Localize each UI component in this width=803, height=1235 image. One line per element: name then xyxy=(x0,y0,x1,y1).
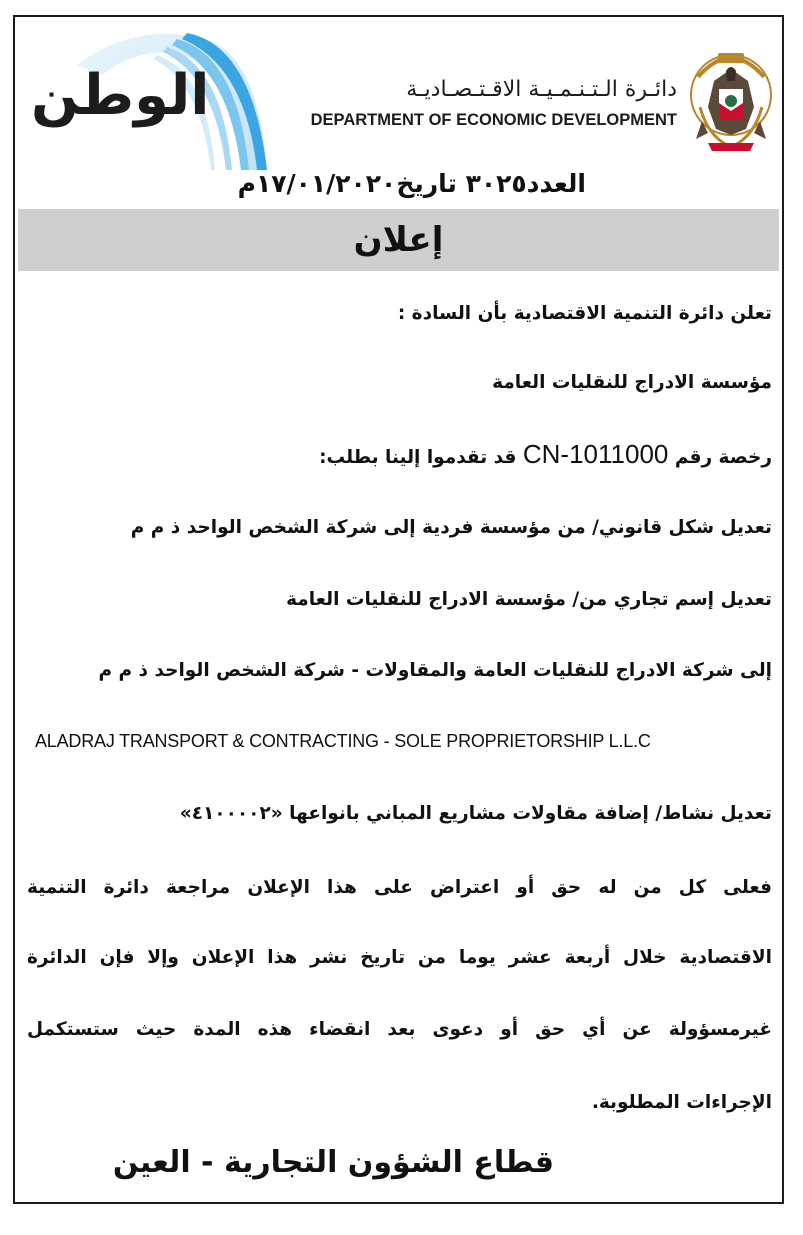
newspaper-name: الوطن xyxy=(31,63,210,128)
objection-line-3: غيرمسؤولة عن أي حق أو دعوى بعد انقضاء هذه المدة حيث ستستكمل xyxy=(27,1019,772,1040)
new-name-ar-line: إلى شركة الادراج للنقليات العامة والمقاولات - شركة الشخص الواحد ذ م م xyxy=(98,660,772,681)
issue-date-line: العدد٣٠٢٥ تاريخ١٧/٠١/٢٠٢٠م xyxy=(237,169,586,198)
issuing-sector: قطاع الشؤون التجارية - العين xyxy=(112,1145,554,1180)
objection-line-4: الإجراءات المطلوبة. xyxy=(591,1092,772,1113)
department-title xyxy=(307,75,677,130)
abu-dhabi-emblem-icon xyxy=(688,47,774,155)
department-name-en: DEPARTMENT OF ECONOMIC DEVELOPMENT xyxy=(310,111,677,129)
license-number: CN-1011000 xyxy=(522,439,669,469)
announcement-frame xyxy=(13,15,784,1204)
license-suffix: قد تقدموا إلينا بطلب: xyxy=(319,447,517,468)
objection-line-2: الاقتصادية خلال أربعة عشر يوما من تاريخ نشر هذا الإعلان وإلا فإن الدائرة xyxy=(27,947,772,968)
legal-form-change-line: تعديل شكل قانوني/ من مؤسسة فردية إلى شركة الشخص الواحد ذ م م xyxy=(130,517,772,538)
newspaper-logo xyxy=(17,25,287,170)
company-name-line: مؤسسة الادراج للنقليات العامة xyxy=(492,372,772,393)
objection-line-1: فعلى كل من له حق أو اعتراض على هذا الإعلان مراجعة دائرة التنمية xyxy=(27,877,772,898)
announcement-title: إعلان xyxy=(353,220,444,260)
trade-name-change-line: تعديل إسم تجاري من/ مؤسسة الادراج للنقليات العامة xyxy=(286,589,772,610)
department-name-ar: دائـرة الـتـنـمـيـة الاقـتـصـاديـة xyxy=(406,77,677,102)
title-band xyxy=(18,209,779,271)
license-prefix: رخصة رقم xyxy=(674,447,772,468)
license-line xyxy=(319,439,772,470)
activity-change-line: تعديل نشاط/ إضافة مقاولات مشاريع المباني بانواعها «٤١٠٠٠٠٢» xyxy=(179,803,772,824)
new-name-en-line: ALADRAJ TRANSPORT & CONTRACTING - SOLE PROPRIETORSHIP L.L.C xyxy=(35,731,651,751)
intro-line: تعلن دائرة التنمية الاقتصادية بأن السادة : xyxy=(397,303,772,324)
